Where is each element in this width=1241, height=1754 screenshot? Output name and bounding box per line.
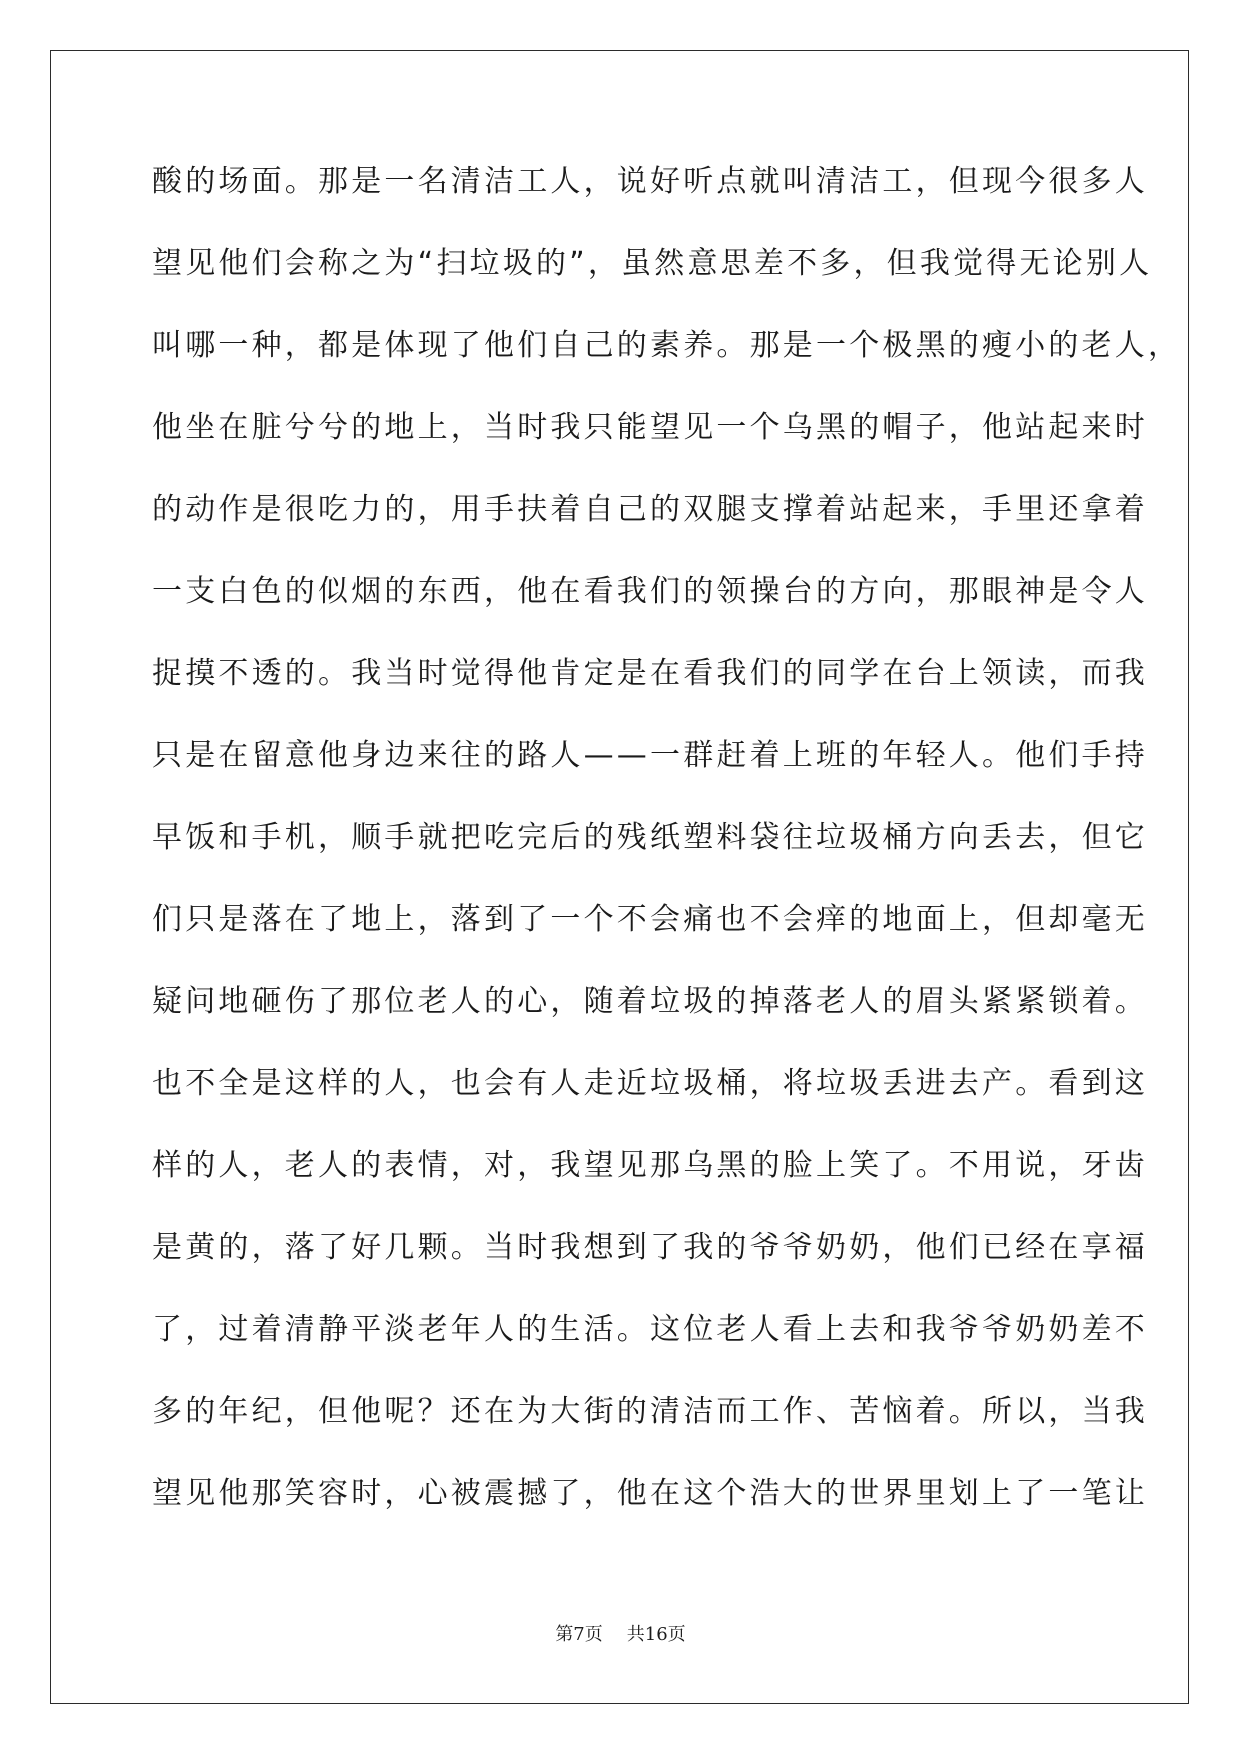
text-line: 样的人，老人的表情，对，我望见那乌黑的脸上笑了。不用说，牙齿: [152, 1148, 1148, 1183]
page-number: 第7页: [555, 1624, 603, 1645]
text-line: 们只是落在了地上，落到了一个不会痛也不会痒的地面上，但却毫无: [152, 902, 1148, 937]
text-line: 捉摸不透的。我当时觉得他肯定是在看我们的同学在台上领读，而我: [152, 656, 1148, 691]
text-line: 一支白色的似烟的东西，他在看我们的领操台的方向，那眼神是令人: [152, 574, 1148, 609]
body-text: [152, 164, 1182, 1558]
text-line: 是黄的，落了好几颗。当时我想到了我的爷爷奶奶，他们已经在享福: [152, 1230, 1148, 1265]
page-footer: [0, 1620, 1241, 1646]
text-line: 多的年纪，但他呢？还在为大街的清洁而工作、苦恼着。所以，当我: [152, 1394, 1148, 1429]
text-line: 疑问地砸伤了那位老人的心，随着垃圾的掉落老人的眉头紧紧锁着。: [152, 984, 1148, 1019]
page-total: 共16页: [626, 1624, 686, 1645]
text-line: 望见他那笑容时，心被震撼了，他在这个浩大的世界里划上了一笔让: [152, 1476, 1148, 1511]
text-line: 也不全是这样的人，也会有人走近垃圾桶，将垃圾丢进去产。看到这: [152, 1066, 1148, 1101]
text-line: 望见他们会称之为“扫垃圾的”，虽然意思差不多，但我觉得无论别人: [152, 246, 1153, 281]
text-line: 叫哪一种，都是体现了他们自己的素养。那是一个极黑的瘦小的老人，: [152, 328, 1182, 363]
text-line: 了，过着清静平淡老年人的生活。这位老人看上去和我爷爷奶奶差不: [152, 1312, 1148, 1347]
text-line: 只是在留意他身边来往的路人——一群赶着上班的年轻人。他们手持: [152, 738, 1148, 773]
text-line: 酸的场面。那是一名清洁工人，说好听点就叫清洁工，但现今很多人: [152, 164, 1148, 199]
text-line: 的动作是很吃力的，用手扶着自己的双腿支撑着站起来，手里还拿着: [152, 492, 1148, 527]
text-line: 他坐在脏兮兮的地上，当时我只能望见一个乌黑的帽子，他站起来时: [152, 410, 1148, 445]
text-line: 早饭和手机，顺手就把吃完后的残纸塑料袋往垃圾桶方向丢去，但它: [152, 820, 1148, 855]
